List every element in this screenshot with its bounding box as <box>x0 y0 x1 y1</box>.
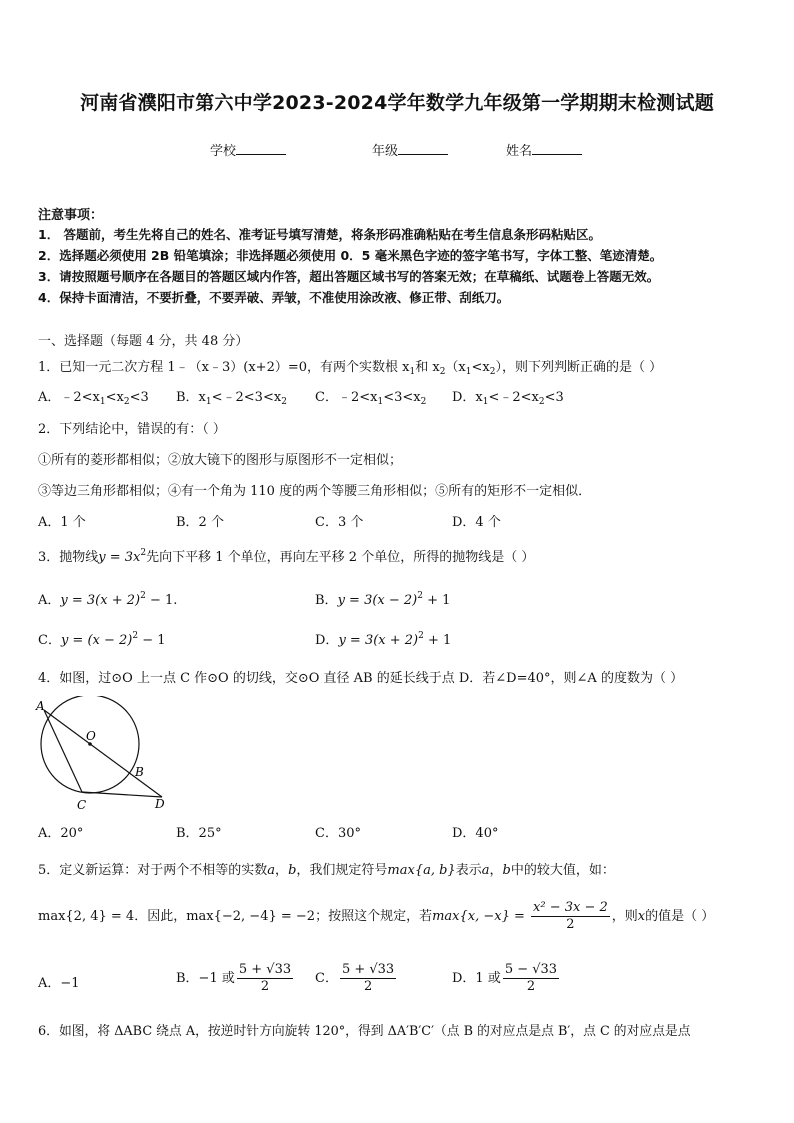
label-c: C <box>77 798 87 812</box>
q4-option-b[interactable]: B．25° <box>176 826 222 841</box>
q4-option-c[interactable]: C．30° <box>315 826 361 841</box>
notes-heading: 注意事项： <box>38 208 104 223</box>
question-2-line-2: ③等边三角形都相似；④有一个角为 110 度的两个等腰三角形相似；⑤所有的矩形不一定相似． <box>38 484 592 499</box>
q5-option-c[interactable]: C． $\frac{5 + √33}{2}$ <box>315 962 395 994</box>
q2-option-d[interactable]: D．4 个 <box>452 515 501 530</box>
tangent-cd <box>82 792 162 797</box>
q4-option-d[interactable]: D．40° <box>452 826 499 841</box>
section-heading: 一、选择题（每题 4 分，共 48 分） <box>38 334 249 349</box>
chord-ac <box>44 710 82 792</box>
note-item-1: 1． 答题前，考生先将自己的姓名、准考证号填写清楚，将条形码准确粘贴在考生信息条形码粘贴区。 <box>38 227 602 242</box>
q3-option-b[interactable]: B．$y = 3(x - 2)^2 + 1$ <box>315 591 451 608</box>
label-a: A <box>36 699 45 713</box>
q5-option-a[interactable]: A．−1 <box>38 976 80 991</box>
question-2-stem: 2．下列结论中，错误的有：（ ） <box>38 422 226 437</box>
label-d: D <box>155 797 165 811</box>
q4-circle-figure <box>34 696 184 816</box>
q3-option-c[interactable]: C．$y = (x - 2)^2 - 1$ <box>38 631 166 648</box>
q4-option-a[interactable]: A．20° <box>38 826 84 841</box>
note-item-4: 4．保持卡面清洁，不要折叠，不要弄破、弄皱，不准使用涂改液、修正带、刮纸刀。 <box>38 290 510 305</box>
q2-option-a[interactable]: A．1 个 <box>38 515 86 530</box>
q1-option-d[interactable]: D．$x_1<﹣2<x_2<3$ <box>452 390 564 407</box>
q1-option-b[interactable]: B．$x_1<﹣2<3<x_2$ <box>176 390 287 407</box>
name-field: 姓名 <box>506 140 582 159</box>
q5-option-b[interactable]: B．−1 或 $\frac{5 + √33}{2}$ <box>176 962 292 994</box>
question-2-line-1: ①所有的菱形都相似；②放大镜下的图形与原图形不一定相似； <box>38 453 403 468</box>
question-5-line-2: max{2, 4} = 4．因此，max{−2, −4} = −2；按照这个规定，若max{x, −x} = $\frac{\text{x² − 3x − 2}}{2}$ ，则x的值是（ ） <box>38 900 715 932</box>
q3-option-a[interactable]: A．$y = 3(x + 2)^2 - 1$. <box>38 591 178 608</box>
q5-option-d[interactable]: D．1 或 $\frac{5 - √33}{2}$ <box>452 962 558 994</box>
school-field: 学校 <box>210 140 286 159</box>
note-item-3: 3．请按照题号顺序在各题目的答题区域内作答，超出答题区域书写的答案无效；在草稿纸、试题卷上答题无效。 <box>38 269 660 284</box>
grade-blank[interactable] <box>398 142 448 155</box>
question-5-stem: 5．定义新运算：对于两个不相等的实数a，b，我们规定符号max{a, b}表示a，b中的较大值，如： <box>38 863 615 878</box>
name-blank[interactable] <box>532 142 582 155</box>
q3-option-d[interactable]: D．$y = 3(x + 2)^2 + 1$ <box>315 631 452 648</box>
q2-option-b[interactable]: B．2 个 <box>176 515 224 530</box>
question-1-stem: 1．已知一元二次方程 1﹣（x﹣3）(x+2）=0，有两个实数根 $x_1$和 $x_2(x_1<x_2)$，则下列判断正确的是（ ） <box>38 360 663 377</box>
school-blank[interactable] <box>236 142 286 155</box>
label-o: O <box>86 729 96 743</box>
question-3-stem: 3．抛物线$y = 3x^2$先向下平移 1 个单位，再向左平移 2 个单位，所得的抛物线是（ ） <box>38 548 535 565</box>
grade-field: 年级 <box>372 140 448 159</box>
q1-option-c[interactable]: C．$﹣2<x_1<3<x_2$ <box>315 390 427 407</box>
page-title: 河南省濮阳市第六中学2023-2024学年数学九年级第一学期期末检测试题 <box>80 92 714 114</box>
question-4-stem: 4．如图，过⊙O 上一点 C 作⊙O 的切线，交⊙O 直径 AB 的延长线于点 D．若∠D=40°，则∠A 的度数为（ ） <box>38 671 684 686</box>
q1-option-a[interactable]: A．$﹣2<x_1<x_2<3$ <box>38 390 149 407</box>
question-6-stem: 6．如图，将 ΔABC 绕点 A，按逆时针方向旋转 120°，得到 ΔA′B′C′（点 B 的对应点是点 B′，点 C 的对应点是点 <box>38 1024 691 1039</box>
note-item-2: 2．选择题必须使用 2B 铅笔填涂；非选择题必须使用 0．5 毫米黑色字迹的签字笔书写，字体工整、笔迹清楚。 <box>38 248 663 263</box>
label-b: B <box>135 765 144 779</box>
q2-option-c[interactable]: C．3 个 <box>315 515 364 530</box>
q5-fraction: $\frac{\text{x² − 3x − 2}}{2}$ <box>533 900 608 932</box>
